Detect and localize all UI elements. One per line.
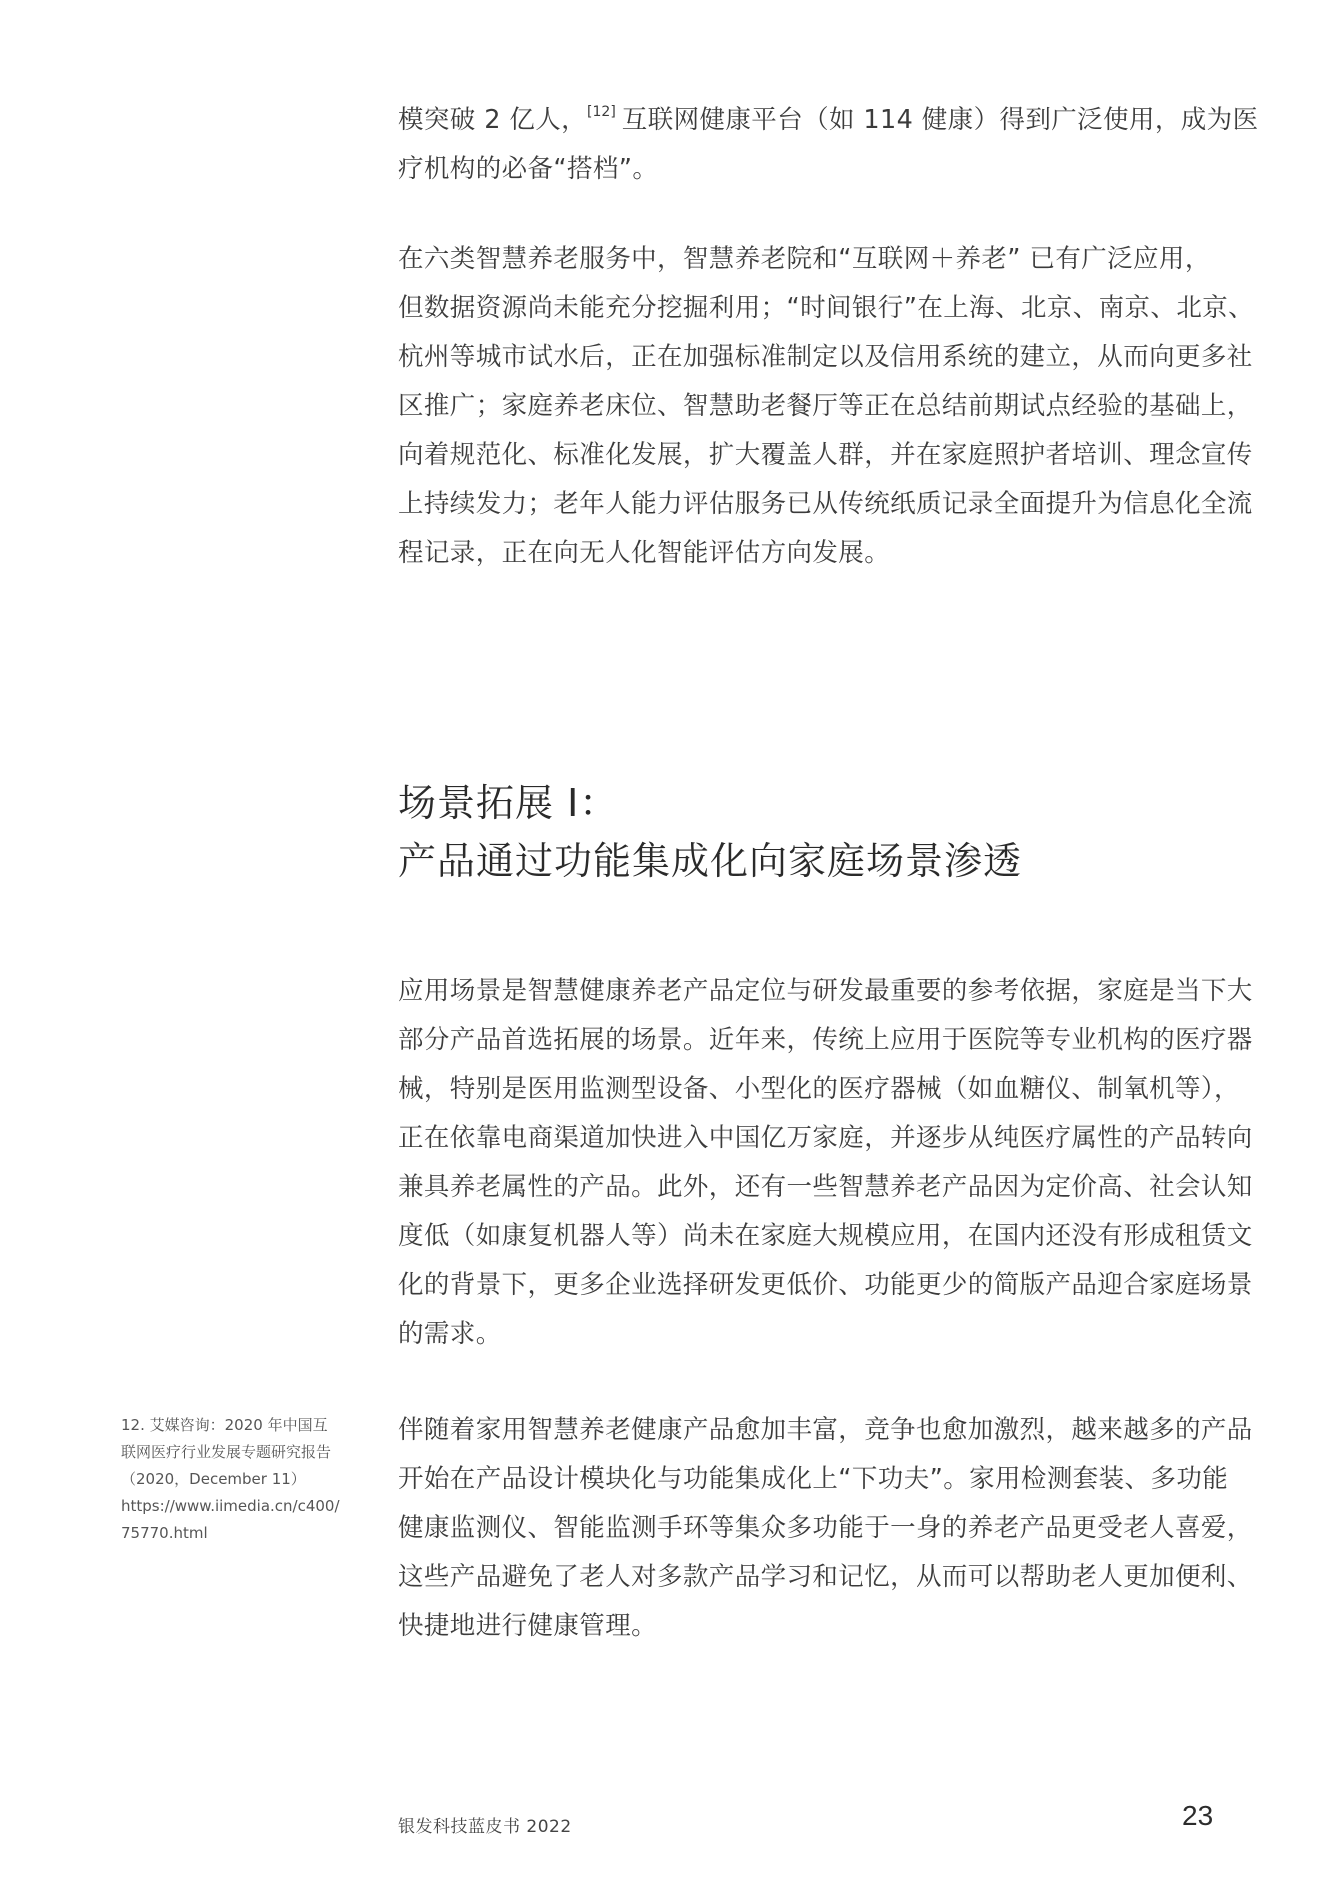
paragraph-line: 开始在产品设计模块化与功能集成化上“下功夫”。家用检测套装、多功能 (398, 1464, 1229, 1494)
paragraph-line (398, 88, 1259, 145)
paragraph-line: 但数据资源尚未能充分挖掘利用；“时间银行”在上海、北京、南京、北京、 (398, 293, 1255, 323)
paragraph-application-scenarios (398, 967, 1253, 1359)
paragraph-line: 在六类智慧养老服务中，智慧养老院和“互联网＋养老” 已有广泛应用， (398, 244, 1211, 274)
citation-marker: [12] (587, 104, 616, 120)
paragraph-line: 疗机构的必备“搭档”。 (398, 154, 659, 184)
paragraph-line: 部分产品首选拓展的场景。近年来，传统上应用于医院等专业机构的医疗器 (398, 1025, 1253, 1055)
paragraph-line: 程记录，正在向无人化智能评估方向发展。 (398, 538, 891, 568)
footer-publication-title: 银发科技蓝皮书 2022 (398, 1817, 572, 1837)
paragraph-line: 兼具养老属性的产品。此外，还有一些智慧养老产品因为定价高、社会认知 (398, 1172, 1253, 1202)
paragraph-line: 度低（如康复机器人等）尚未在家庭大规模应用，在国内还没有形成租赁文 (398, 1221, 1253, 1251)
paragraph-line: 伴随着家用智慧养老健康产品愈加丰富，竞争也愈加激烈，越来越多的产品 (398, 1415, 1253, 1445)
paragraph-line: 向着规范化、标准化发展，扩大覆盖人群，并在家庭照护者培训、理念宣传 (398, 440, 1253, 470)
heading-line: 场景拓展 I： (398, 781, 619, 825)
paragraph-line: 这些产品避免了老人对多款产品学习和记忆，从而可以帮助老人更加便利、 (398, 1562, 1253, 1592)
paragraph-line: 正在依靠电商渠道加快进入中国亿万家庭，并逐步从纯医疗属性的产品转向 (398, 1123, 1253, 1153)
footnote (121, 1412, 371, 1547)
paragraph-line: 上持续发力；老年人能力评估服务已从传统纸质记录全面提升为信息化全流 (398, 489, 1253, 519)
paragraph-line: 应用场景是智慧健康养老产品定位与研发最重要的参考依据，家庭是当下大 (398, 976, 1253, 1006)
section-heading (398, 774, 1022, 890)
footnote-url: 75770.html (121, 1524, 208, 1542)
paragraph-line: 化的背景下，更多企业选择研发更低价、功能更少的简版产品迎合家庭场景 (398, 1270, 1253, 1300)
text-segment: 互联网健康平台（如 114 健康）得到广泛使用，成为医 (621, 105, 1259, 135)
footnote-line: 12. 艾媒咨询：2020 年中国互 (121, 1416, 328, 1434)
paragraph-line: 区推广；家庭养老床位、智慧助老餐厅等正在总结前期试点经验的基础上， (398, 391, 1253, 421)
text-segment: 模突破 2 亿人， (398, 105, 588, 135)
footnote-line: （2020，December 11） (121, 1470, 306, 1488)
paragraph-continuation (398, 88, 1259, 194)
paragraph-line: 杭州等城市试水后，正在加强标准制定以及信用系统的建立，从而向更多社 (398, 342, 1253, 372)
page-number: 23 (1182, 1800, 1214, 1831)
footnote-url: https://www.iimedia.cn/c400/ (121, 1497, 340, 1515)
footnote-line: 联网医疗行业发展专题研究报告 (121, 1443, 332, 1461)
paragraph-line: 健康监测仪、智能监测手环等集众多功能于一身的养老产品更受老人喜爱， (398, 1513, 1253, 1543)
paragraph-product-integration (398, 1406, 1253, 1651)
paragraph-line: 快捷地进行健康管理。 (398, 1611, 658, 1641)
paragraph-line: 的需求。 (398, 1319, 502, 1349)
paragraph-smart-elderly-services (398, 235, 1255, 578)
paragraph-line: 械，特别是医用监测型设备、小型化的医疗器械（如血糖仪、制氧机等）， (398, 1074, 1240, 1104)
heading-line: 产品通过功能集成化向家庭场景渗透 (398, 839, 1023, 883)
